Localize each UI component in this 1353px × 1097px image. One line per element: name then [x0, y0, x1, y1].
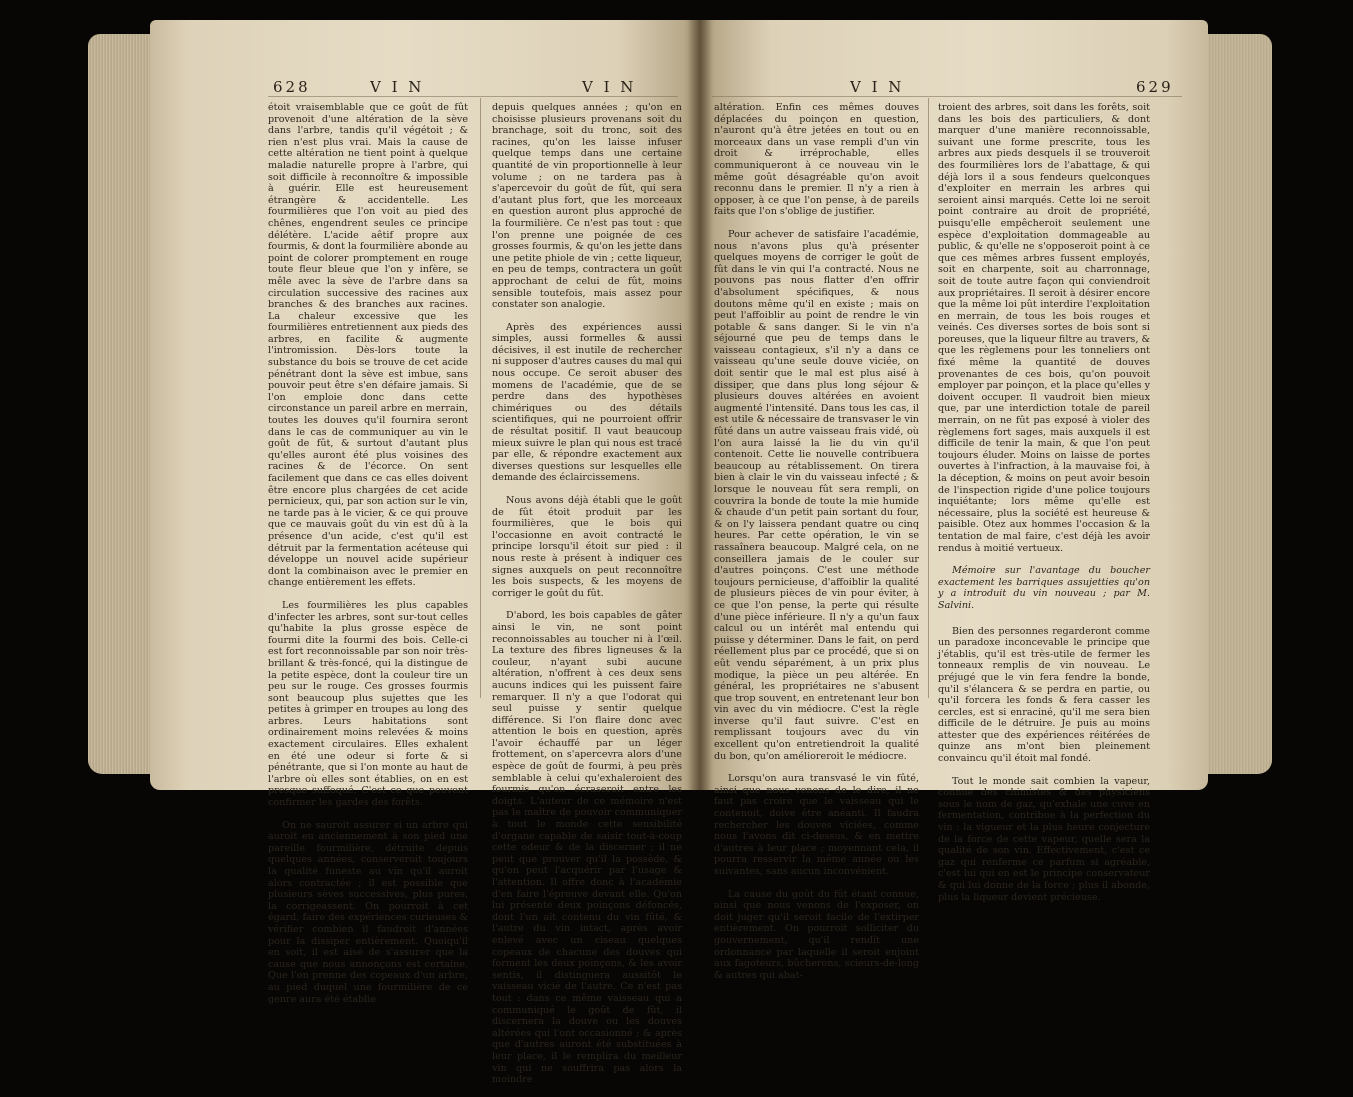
paragraph: Les fourmilières les plus capables d'infecter les arbres, sont sur-tout celles qu'habite la plus grosse espèce de fourmi dite la fourmi des bois. Celle-ci est fort reconnoissable par son noir très-brillant & très-foncé, qui la distingue de la petite espèce, dont la couleur tire un peu sur le rouge. Ces grosses fourmis sont beaucoup plus sujettes que les petites à grimper en troupes au long des arbres. Leurs habitations sont ordinairement moins relevées & moins exactement circulaires. Elles exhalent en été une odeur si forte & si pénétrante, que si l'on monte au haut de l'arbre où elles sont établies, on en est presque suffoqué. C'est ce que peuvent confirmer les gardes des forêts. [268, 599, 468, 809]
left-page [150, 20, 700, 1086]
paragraph: D'abord, les bois capables de gâter ainsi le vin, ne sont point reconnoissables au toucher ni à l'œil. La texture des fibres ligneuses & la couleur, n'ayant subi aucune altération, n'offrent à ces deux sens aucuns indices qui les puissent faire remarquer. Il n'y a que l'odorat qui seul puisse y sentir quelque différence. Si l'on flaire donc avec attention le bois en question, après l'avoir échauffé par un léger frottement, on s'apercevra alors d'une espèce de goût de fourmi, à peu près semblable à celui qu'exhaleroient des fourmis qu'on écraseroit entre les doigts. L'auteur de ce mémoire n'est pas le maître de pouvoir communiquer à tout le monde cette sensibilité d'organe capable de saisir tout-à-coup cette odeur & de la discerner ; il ne peut que prouver qu'il la possède, & qu'on peut l'acquérir par l'usage & l'attention. Il offre donc à l'académie d'en faire l'épreuve devant elle. Qu'on lui présente deux poinçons défoncés, dont l'un aît contenu du vin fûté, & l'autre du vin intact, après avoir enlevé avec un ciseau quelques copeaux de chacune des douves qui forment les deux poinçons, & les avoir sentis, il distinguera aussitôt le vaisseau vicié de l'autre. Ce n'est pas tout : dans ce même vaisseau qui a communiqué le goût de fût, il discernera la douve ou les douves altérées qui l'ont occasionné ; & après que d'autres auront été substituées à leur place, il le remplira du meilleur vin qui ne souffrira pas alors la moindre [492, 610, 682, 1086]
paragraph: Tout le monde sait combien la vapeur, connue des chimistes & des physiciens sous le nom de gaz, qu'exhale une cuve en fermentation, contribue à la perfection du vin : la vigueur et la plus heure conjecture de la force de cette vapeur, quelle sera la qualité de son vin. Effectivement, c'est ce gaz qui renferme ce parfum si agréable, c'est lui qui en est le principe conservateur & qui lui donne de la force ; plus il abonde, plus la liqueur devient précieuse. [938, 775, 1150, 903]
paragraph: depuis quelques années ; qu'on en choisisse plusieurs provenans soit du branchage, soit du tronc, soit des racines, qu'on les laisse infuser quelque temps dans une certaine quantité de vin proportionnelle à leur volume ; on ne tardera pas à s'apercevoir du goût de fût, qui sera d'autant plus fort, que les morceaux en question auront plus approché de la fourmilière. Ce n'est pas tout : que l'on prenne une poignée de ces grosses fourmis, & qu'on les jette dans une petite phiole de vin ; cette liqueur, en peu de temps, contractera un goût approchant de celui de fût, moins sensible toutefois, mais assez pour constater son analogie. [492, 102, 682, 311]
left-page-edges [88, 34, 152, 774]
right-column-1 [714, 102, 919, 992]
paragraph: Bien des personnes regarderont comme un paradoxe inconcevable le principe que j'établis, qu'il est très-utile de fermer les tonneaux remplis de vin nouveau. Le préjugé que le vin fera fendre la bonde, qu'il s'élancera & se perdra en partie, ou qu'il forcera les fonds & fera casser les cercles, est si enraciné, qu'il me sera bien difficile de le détruire. Je puis au moins attester que des expériences réitérées de quinze ans m'ont bien pleinement convaincu qu'il étoit mal fondé. [938, 625, 1150, 765]
left-second-running-head: V I N [582, 78, 637, 96]
paragraph: troient des arbres, soit dans les forêts, soit dans les bois des particuliers, & dont marquer d'une manière reconnoissable, suivant une forme prescrite, tous les arbres aux pieds desquels il se trouveroit des fourmilières lors de l'abattage, & qui déjà lors il a sous fendeurs quelconques d'exploiter en merrain les arbres qui seroient ainsi marqués. Cette loi ne seroit point contraire au droit de propriété, puisqu'elle empêcheroit seulement une espèce d'exploitation dommageable au public, & qu'elle ne s'opposeroit point à ce que ces mêmes arbres fussent employés, soit en charpente, soit au charronnage, soit de toute autre façon qui conviendroit aux propriétaires. Il seroit à désirer encore que la même loi pût interdire l'exploitation en merrain, de tous les bois rouges et veinés. Ces diverses sortes de bois sont si poreuses, que la liqueur filtre au travers, & que les règlemens pour les tonneliers ont fixé même la quantité de douves provenantes de ces bois, qu'on pouvoit employer par poinçon, et la place qu'elles y doivent occuper. Il vaudroit bien mieux que, par une interdiction totale de pareil merrain, on ne fût pas exposé à violer des règlemens fort sages, mais auxquels il est difficile de tenir la main, & que l'on peut toujours éluder. Moins on laisse de portes ouvertes à l'infraction, à la mauvaise foi, à la déception, & moins on peut avoir besoin de l'inspection rigide d'une police toujours inquiétante; lors même qu'elle est nécessaire, plus la société est heureuse & paisible. Otez aux hommes l'occasion & la tentation de mal faire, c'est déjà les avoir rendus à moitié vertueux. [938, 102, 1150, 554]
paragraph: étoit vraisemblable que ce goût de fût provenoit d'une altération de la sève dans l'arbre, tandis qu'il végétoit ; & rien n'est plus vrai. Mais la cause de cette altération ne tient point à quelque maladie naturelle propre à l'arbre, qui soit difficile à reconnoître & impossible à guérir. Elle est heureusement étrangère & accidentelle. Les fourmilières que l'on voit au pied des chênes, engendrent seules ce principe délétère. L'acide aêtif propre aux fourmis, & dont la fourmilière abonde au point de colorer promptement en rouge toute fleur bleue que l'on y infère, se mêle avec la sève de l'arbre dans sa circulation successive des racines aux branches & des branches aux racines. La chaleur excessive que les fourmilières entretiennent aux pieds des arbres, en facilite & augmente l'intromission. Dès-lors toute la substance du bois se trouve de cet acide pénétrant dont la sève est imbue, sans pouvoir peut être s'en défaire jamais. Si l'on emploie donc dans cette circonstance un pareil arbre en merrain, toutes les douves qu'il fournira seront dans le cas de communiquer au vin le goût de fût, & surtout d'autant plus qu'elles auront été plus voisines des racines & de l'écorce. On sent facilement que dans ce cas elles doivent être encore plus chargées de cet acide pernicieux, qui, par son action sur le vin, ne tarde pas à le vicier, & ce qui prouve que ce mauvais goût du vin est dû à la présence d'un acide, c'est qu'il est détruit par la fermentation acéteuse qui développe un nouvel acide supérieur dont la combinaison avec le premier en change entièrement les effets. [268, 102, 468, 589]
right-column-rule [928, 98, 929, 698]
right-header-rule [712, 96, 1182, 97]
paragraph: Lorsqu'on aura transvasé le vin fûté, ainsi que nous venons de le dire, il ne faut pas croire que le vaisseau qui le contenoit, doive être anéanti. Il faudra rechercher les douves viciées, comme nous l'avons dit ci-dessus, & en mettre d'autres à leur place ; moyennant cela, il pourra resservir la même année ou les suivantes, sans aucun inconvénient. [714, 773, 919, 877]
left-page-number: 628 [273, 78, 311, 96]
right-page [700, 20, 1208, 981]
paragraph: La cause du goût du fût étant connue, ainsi que nous venons de l'exposer, on doit juger qu'il seroit facile de l'extirper entièrement. On pourroit solliciter du gouvernement, qu'il rendît une ordonnance par laquelle il seroit enjoint aux fagoteurs, bûcherons, scieurs-de-long & autres qui abat- [714, 888, 919, 981]
paragraph: Pour achever de satisfaire l'académie, nous n'avons plus qu'à présenter quelques moyens de corriger le goût de fût dans le vin qui l'a contracté. Nous ne pouvons pas nous flatter d'en offrir d'absolument spécifiques, & nous doutons même qu'il en existe ; mais on peut l'affoiblir au point de rendre le vin potable & sans danger. Si le vin n'a séjourné que peu de temps dans le vaisseau contagieux, s'il n'y a dans ce vaisseau qu'une seule douve viciée, on doit sentir que le mal est plus aisé à dissiper, que dans plus long séjour & plusieurs douves altérées en avoient augmenté l'intensité. Dans tous les cas, il est utile & nécessaire de transvaser le vin fûté dans un autre vaisseau frais vidé, où l'on aura laissé la lie du vin qu'il contenoit. Cette lie nouvelle contribuera beaucoup au rétablissement. On tirera bien à clair le vin du vaisseau infecté ; & lorsque le nouveau fût sera rempli, on couvrira la bonde de toute la mie humide & chaude d'un petit pain sortant du four, & on l'y laissera pendant quatre ou cinq heures. Par cette opération, le vin se rassaînera beaucoup. Malgré cela, on ne conseillera jamais de le couler sur d'autres poinçons. C'est une méthode toujours pernicieuse, d'affoiblir la qualité de plusieurs pièces de vin pour éviter, à ce que l'on pense, la perte qui résulte d'une pièce inférieure. Il n'y a qu'un faux calcul ou un intérêt mal entendu qui puisse y déterminer. Dans le fait, on perd réellement plus par ce procédé, que si on eût vendu séparément, à un prix plus modique, la pièce un peu altérée. En général, les propriétaires ne s'abusent que trop souvent, en entretenant leur bon vin avec du vin médiocre. C'est la règle inverse qu'il faut suivre. C'est en remplissant toujours avec du vin excellent qu'on entretiendroit la qualité du bon, qu'on amélioreroit le médiocre. [714, 228, 919, 762]
right-page-number: 629 [1136, 78, 1174, 96]
paragraph: Après des expériences aussi simples, aussi formelles & aussi décisives, il est inutile de rechercher ni supposer d'autres causes du mal qui nous occupe. Ce seroit abuser des momens de l'académie, que de se perdre dans des hypothèses chimériques ou des détails scientifiques, qui ne pourroient offrir de résultat positif. Il vaut beaucoup mieux suivre le plan qui nous est tracé par elle, & répondre exactement aux diverses questions sur lesquelles elle demande des éclaircissemens. [492, 321, 683, 484]
right-page-edges [1206, 34, 1272, 774]
paragraph: altération. Enfin ces mêmes douves déplacées du poinçon en question, n'auront qu'à être jetées en tout ou en morceaux dans un vase rempli d'un vin droit & irréprochable, elles communiqueront à ce nouveau vin le même goût désagréable qu'on avoit reconnu dans le premier. Il n'y a rien à opposer, à ce que l'on pense, à de pareils faits que l'on s'oblige de justifier. [714, 102, 919, 218]
left-running-head: V I N [370, 78, 425, 96]
left-column-rule [480, 98, 481, 698]
left-column-2 [492, 102, 682, 1097]
left-column-1 [268, 102, 468, 1016]
left-header-rule [268, 96, 678, 97]
right-column-2 [938, 102, 1150, 914]
memoir-title: Mémoire sur l'avantage du boucher exactement les barriques assujetties qu'on y a introduit du vin nouveau ; par M. Salvini. [938, 565, 1150, 611]
right-running-head: V I N [850, 78, 905, 96]
paragraph: On ne sauroit assurer si un arbre qui auroit eu anciennement à son pied une pareille fourmilière, détruite depuis quelques années, conserveroit toujours la qualité funeste au vin qu'il auroit alors contractée ; il est possible que plusieurs sèves successives, plus pures, la corrigeassent. On pourroit à cet égard, faire des expériences curieuses & vérifier combien il faudroit d'années pour la dissiper entièrement. Quoiqu'il en soit, il est aisé de s'assurer que la cause que nous annonçons est certaine. Que l'on prenne des copeaux d'un arbre, au pied duquel une fourmilière de ce genre aura été établie [268, 819, 468, 1005]
paragraph: Nous avons déjà établi que le goût de fût étoit produit par les fourmilières, que le bois qui l'occasionne en avoit contracté le principe lorsqu'il étoit sur pied : il nous reste à présent à indiquer ces signes auxquels on peut reconnoître les bois suspects, & les moyens de corriger le goût du fût. [492, 495, 682, 599]
